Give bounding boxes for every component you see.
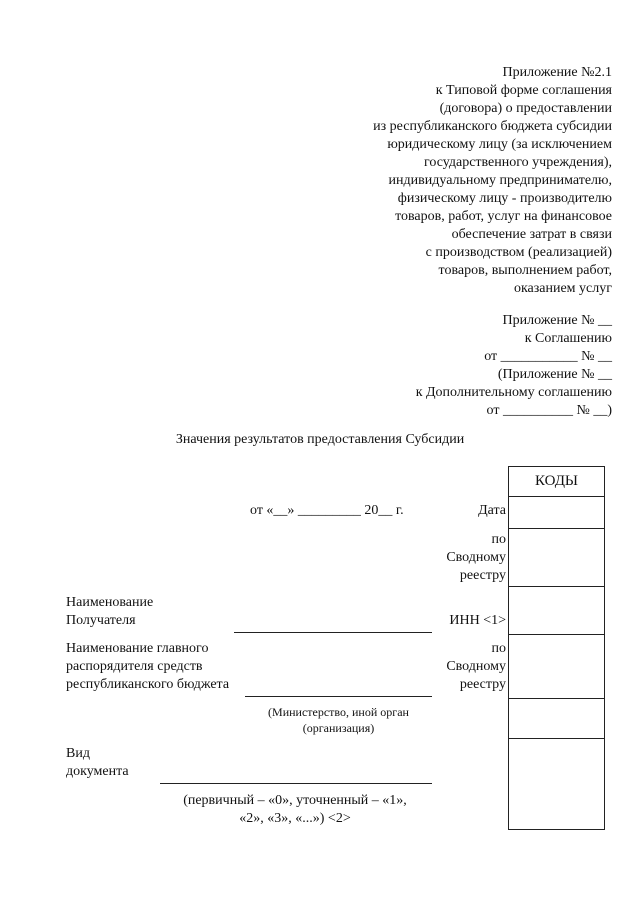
code-cell-registry-1	[509, 529, 604, 587]
appendix-header-line: (договора) о предоставлении	[439, 101, 612, 116]
registry-label-line: реестру	[459, 677, 506, 692]
manager-label-line: Наименование главного	[66, 641, 209, 656]
appendix-header-line: физическому лицу - производителю	[397, 191, 612, 206]
manager-note-line: (Министерство, иной орган	[268, 705, 409, 719]
appendix-header-line: товаров, работ, услуг на финансовое	[395, 209, 612, 224]
doc-type-label-line: Вид	[66, 746, 90, 761]
date-label: Дата	[478, 503, 506, 518]
doc-type-field[interactable]	[160, 783, 432, 784]
agreement-ref-line: (Приложение № __	[497, 367, 612, 382]
registry-label-line: по	[491, 532, 506, 547]
doc-type-note-line: (первичный – «0», уточненный – «1»,	[183, 793, 407, 808]
registry-label-line: Сводному	[446, 550, 506, 565]
appendix-header-line: с производством (реализацией)	[425, 245, 612, 260]
appendix-header-line: к Типовой форме соглашения	[435, 83, 612, 98]
appendix-header-line: юридическому лицу (за исключением	[387, 137, 612, 152]
code-cell-doc-type	[509, 739, 604, 829]
registry-label-line: Сводному	[446, 659, 506, 674]
code-cell-inn	[509, 587, 604, 635]
agreement-ref-line: от ___________ № __	[484, 349, 612, 364]
appendix-header-line: обеспечение затрат в связи	[451, 227, 612, 242]
appendix-header-line: индивидуальному предпринимателю,	[388, 173, 612, 188]
appendix-header-line: государственного учреждения),	[423, 155, 612, 170]
appendix-header-line: Приложение №2.1	[502, 65, 612, 80]
registry-label-line: по	[491, 641, 506, 656]
recipient-label-line: Получателя	[66, 613, 136, 628]
code-cell-date	[509, 497, 604, 529]
inn-label: ИНН <1>	[449, 613, 506, 628]
doc-type-label-line: документа	[66, 764, 129, 779]
manager-name-field[interactable]	[245, 696, 432, 697]
codes-table	[508, 466, 605, 830]
codes-header: КОДЫ	[509, 467, 604, 497]
agreement-ref-line: к Соглашению	[524, 331, 612, 346]
date-line: от «__» _________ 20__ г.	[250, 503, 404, 518]
appendix-header-line: оказанием услуг	[513, 281, 612, 296]
manager-note-line: (организация)	[302, 721, 375, 735]
recipient-label-line: Наименование	[66, 595, 154, 610]
appendix-header-line: товаров, выполнением работ,	[438, 263, 612, 278]
code-cell-registry-2	[509, 635, 604, 699]
code-cell-extra	[509, 699, 604, 739]
registry-label-line: реестру	[459, 568, 506, 583]
recipient-name-field[interactable]	[234, 632, 432, 633]
manager-label-line: распорядителя средств	[66, 659, 203, 674]
appendix-header-line: из республиканского бюджета субсидии	[373, 119, 612, 134]
document-title: Значения результатов предоставления Субсидии	[175, 432, 465, 447]
doc-type-note-line: «2», «3», «...») <2>	[239, 811, 351, 826]
manager-label-line: республиканского бюджета	[66, 677, 230, 692]
agreement-ref-line: к Дополнительному соглашению	[415, 385, 612, 400]
agreement-ref-line: Приложение № __	[502, 313, 612, 328]
agreement-ref-line: от __________ № __)	[486, 403, 612, 418]
